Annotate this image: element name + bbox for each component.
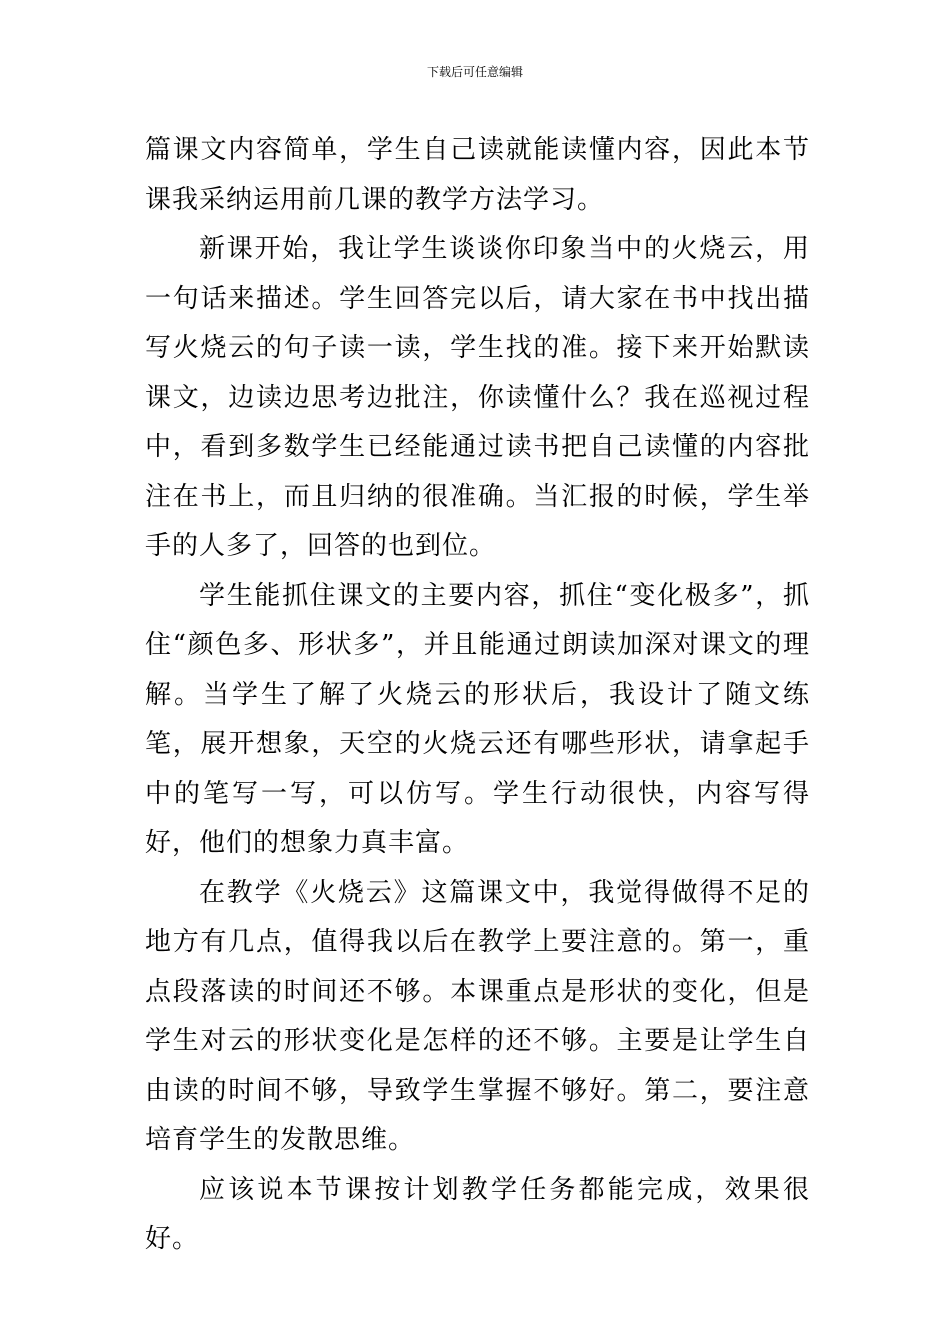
document-body [145, 126, 810, 1265]
paragraph: 新课开始，我让学生谈谈你印象当中的火烧云，用一句话来描述。学生回答完以后，请大家在书中找出描写火烧云的句子读一读，学生找的准。接下来开始默读课文，边读边思考边批注，你读懂什么？我在巡视过程中，看到多数学生已经能通过读书把自己读懂的内容批注在书上，而且归纳的很准确。当汇报的时候，学生举手的人多了，回答的也到位。 [145, 234, 810, 561]
paragraph: 应该说本节课按计划教学任务都能完成，效果很好。 [145, 1174, 810, 1254]
paragraph: 在教学《火烧云》这篇课文中，我觉得做得不足的地方有几点，值得我以后在教学上要注意的。第一，重点段落读的时间还不够。本课重点是形状的变化，但是学生对云的形状变化是怎样的还不够。主要是让学生自由读的时间不够，导致学生掌握不够好。第二，要注意培育学生的发散思维。 [145, 877, 810, 1155]
paragraph-continued: 篇课文内容简单，学生自己读就能读懂内容，因此本节课我采纳运用前几课的教学方法学习。 [145, 135, 810, 215]
page-header-note: 下载后可任意编辑 [426, 65, 523, 79]
paragraph: 学生能抓住课文的主要内容，抓住“变化极多”，抓住“颜色多、形状多”，并且能通过朗读加深对课文的理解。当学生了解了火烧云的形状后，我设计了随文练笔，展开想象，天空的火烧云还有哪些形状，请拿起手中的笔写一写，可以仿写。学生行动很快，内容写得好，他们的想象力真丰富。 [145, 580, 810, 858]
